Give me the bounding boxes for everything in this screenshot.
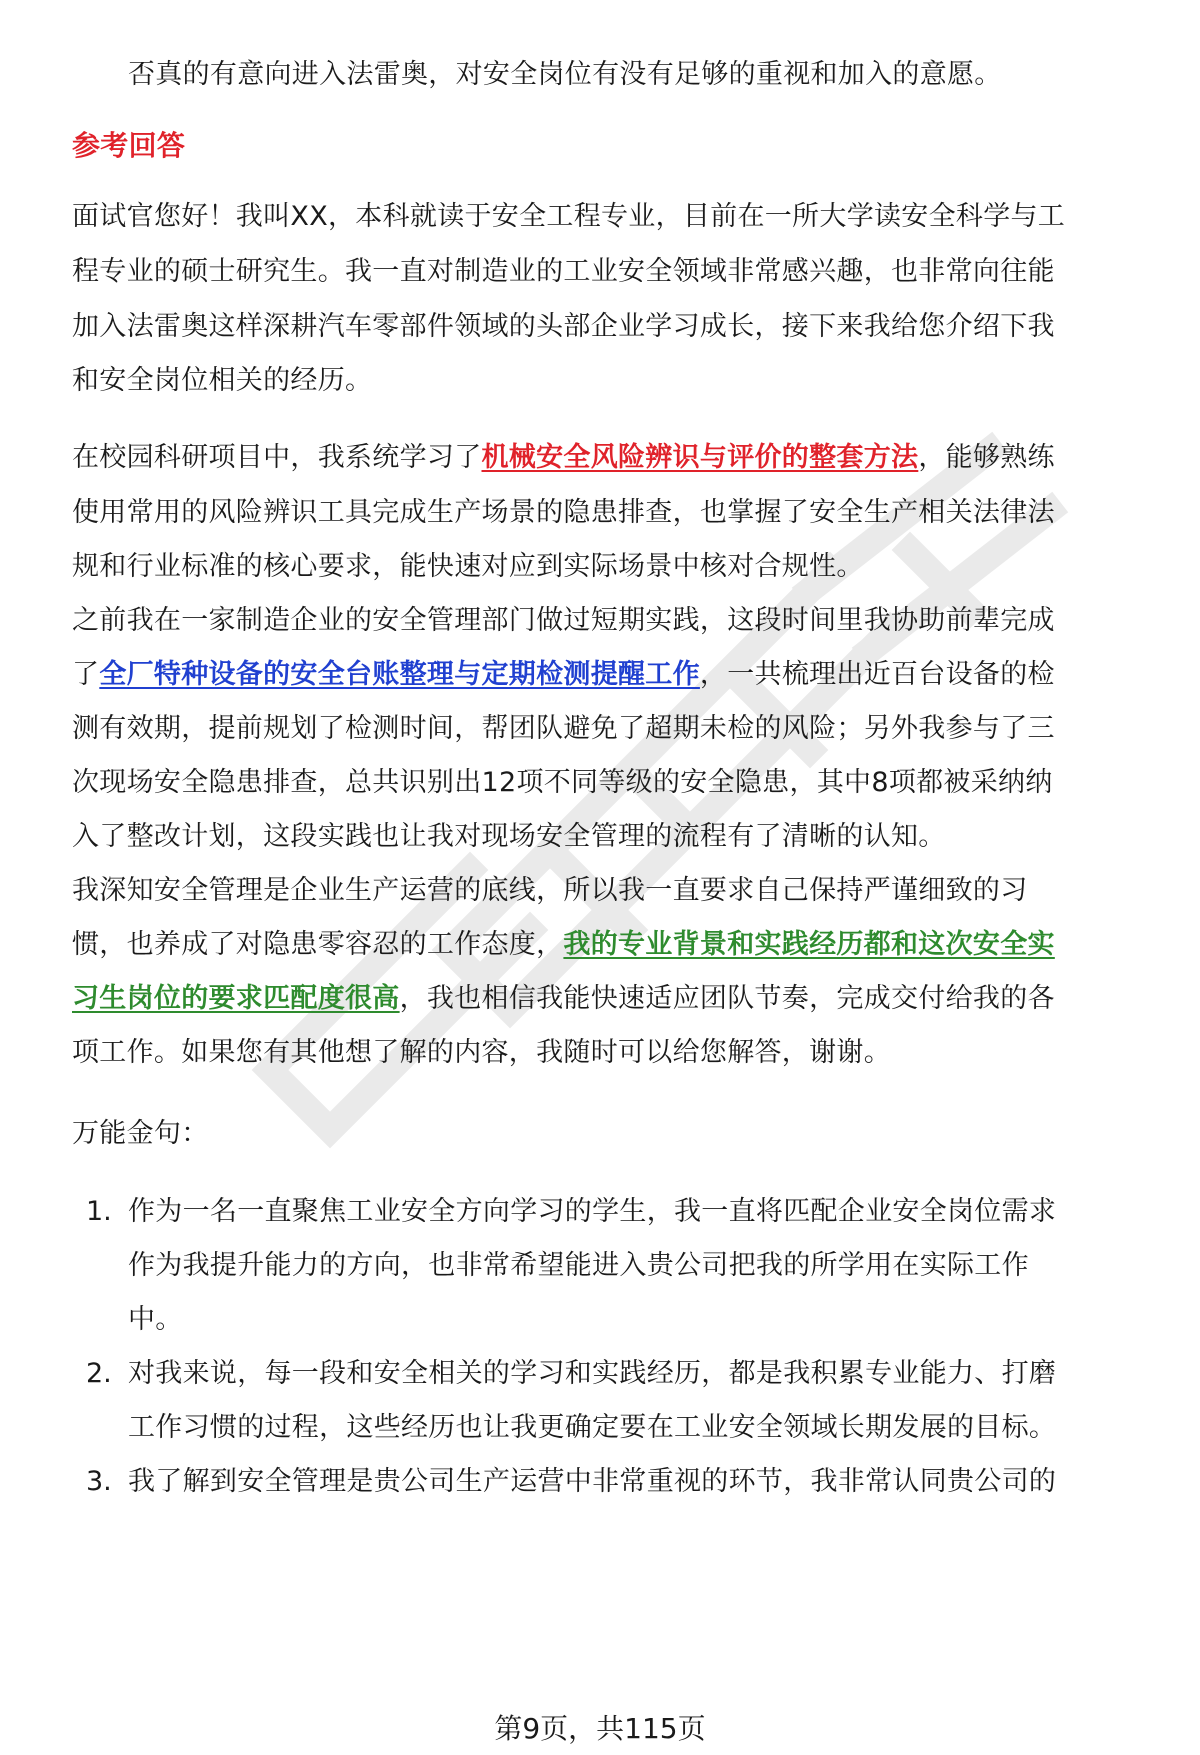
list-item-line: 工作习惯的过程，这些经历也让我更确定要在工业安全领域长期发展的目标。 (128, 1412, 1057, 1443)
highlight-red: 机械安全风险辨识与评价的整套方法 (481, 442, 919, 473)
para4-line: 项工作。如果您有其他想了解的内容，我随时可以给您解答，谢谢。 (72, 1037, 891, 1068)
para1-line: 程专业的硕士研究生。我一直对制造业的工业安全领域非常感兴趣，也非常向往能 (72, 256, 1055, 287)
list-item-line: 作为我提升能力的方向，也非常希望能进入贵公司把我的所学用在实际工作 (128, 1250, 1029, 1281)
para4-line: 惯，也养成了对隐患零容忍的工作态度，我的专业背景和实践经历都和这次安全实 (72, 929, 1055, 960)
para1-line: 和安全岗位相关的经历。 (72, 365, 373, 396)
list-item-line: 中。 (128, 1304, 183, 1335)
para4-line: 我深知安全管理是企业生产运营的底线，所以我一直要求自己保持严谨细致的习 (72, 875, 1028, 906)
section-heading: 参考回答 (72, 129, 186, 162)
para3-line: 了全厂特种设备的安全台账整理与定期检测提醒工作，一共梳理出近百台设备的检 (72, 659, 1055, 690)
list-item-line: 我了解到安全管理是贵公司生产运营中非常重视的环节，我非常认同贵公司的 (128, 1466, 1057, 1497)
para2-line: 使用常用的风险辨识工具完成生产场景的隐患排查，也掌握了安全生产相关法律法 (72, 497, 1055, 528)
highlight-green: 习生岗位的要求匹配度很高 (72, 983, 400, 1014)
list-number: 1. (86, 1196, 112, 1227)
list-item-line: 对我来说，每一段和安全相关的学习和实践经历，都是我积累专业能力、打磨 (128, 1358, 1057, 1389)
para3-line: 之前我在一家制造企业的安全管理部门做过短期实践，这段时间里我协助前辈完成 (72, 605, 1055, 636)
highlight-blue: 全厂特种设备的安全台账整理与定期检测提醒工作 (99, 659, 700, 690)
para4-line: 习生岗位的要求匹配度很高，我也相信我能快速适应团队节奏，完成交付给我的各 (72, 983, 1055, 1014)
list-number: 2. (86, 1358, 112, 1389)
para1-line: 面试官您好！我叫XX，本科就读于安全工程专业，目前在一所大学读安全科学与工 (72, 201, 1066, 232)
para2-line: 规和行业标准的核心要求，能快速对应到实际场景中核对合规性。 (72, 551, 864, 582)
list-number: 3. (86, 1466, 112, 1497)
highlight-green: 我的专业背景和实践经历都和这次安全实 (563, 929, 1055, 960)
para1-line: 加入法雷奥这样深耕汽车零部件领域的头部企业学习成长，接下来我给您介绍下我 (72, 311, 1055, 342)
page-footer: 第9页，共115页 (494, 1712, 706, 1745)
para3-line: 测有效期，提前规划了检测时间，帮团队避免了超期未检的风险；另外我参与了三 (72, 713, 1055, 744)
para3-line: 次现场安全隐患排查，总共识别出12项不同等级的安全隐患，其中8项都被采纳纳 (72, 767, 1053, 798)
golden-sentences-title: 万能金句： (72, 1118, 209, 1149)
list-item-line: 作为一名一直聚焦工业安全方向学习的学生，我一直将匹配企业安全岗位需求 (128, 1196, 1057, 1227)
intro-line: 否真的有意向进入法雷奥，对安全岗位有没有足够的重视和加入的意愿。 (128, 59, 1002, 90)
para2-line: 在校园科研项目中，我系统学习了机械安全风险辨识与评价的整套方法，能够熟练 (72, 442, 1055, 473)
para3-line: 入了整改计划，这段实践也让我对现场安全管理的流程有了清晰的认知。 (72, 821, 946, 852)
